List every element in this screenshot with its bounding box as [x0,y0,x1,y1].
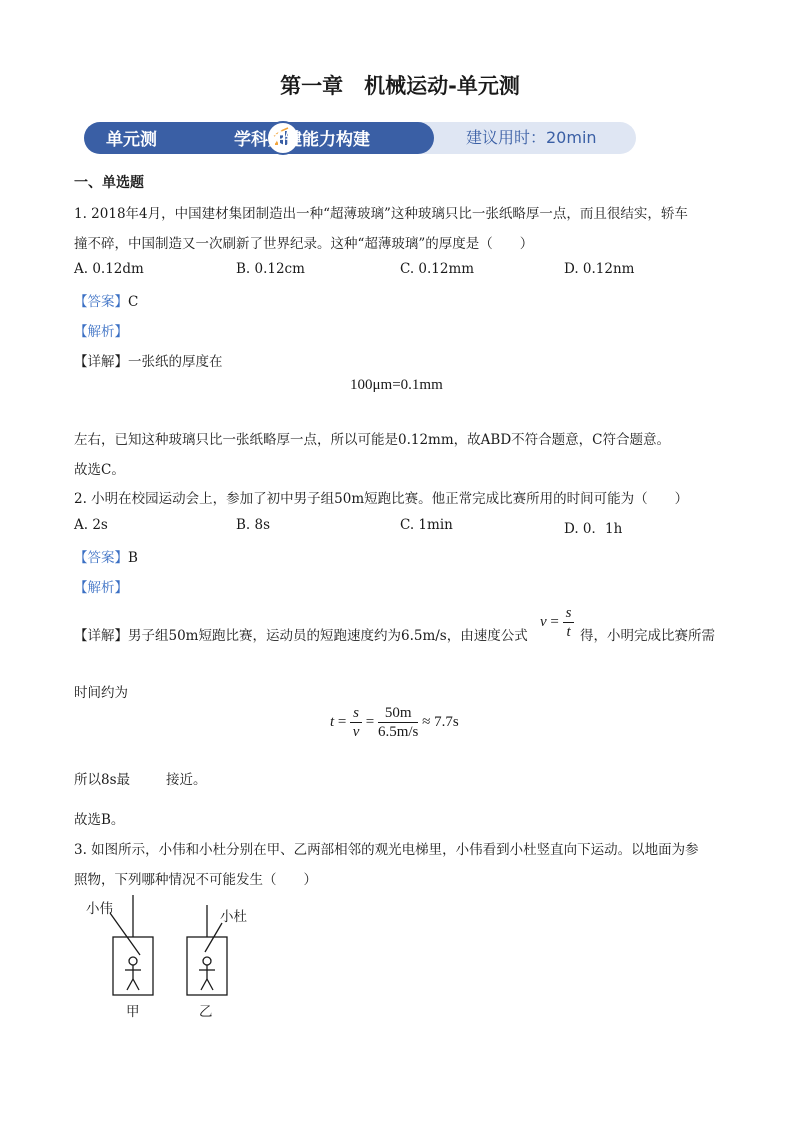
q2-time-formula: t = $\frac{s}{v}$ = $\frac{50m}{6.5m/s}$ ≈ 7.7s [330,705,459,740]
figure-caption-jia: 甲 [126,1004,140,1020]
q2-option-d: D. 0．1h [564,521,623,537]
q1-line2: 撞不碎，中国制造又一次刷新了世界纪录。这种“超薄玻璃”的厚度是（ ） [74,236,534,252]
q2-detail3: 所以8s最 接近。 [74,772,207,788]
banner-left-text: 单元测 [106,130,157,150]
q1-option-d: D. 0.12nm [564,261,635,277]
q1-formula: 100μm=0.1mm [350,377,443,393]
q2-option-b: B. 8s [236,517,271,533]
q1-option-a: A. 0.12dm [74,261,144,277]
q1-answer [74,290,138,310]
q2-option-a: A. 2s [74,517,108,533]
figure-label-xiaowei: 小伟 [86,901,113,917]
q2-detail1: 【详解】男子组50m短跑比赛，运动员的短跑速度约为6.5m/s，由速度公式 [74,628,528,644]
q2-conclusion: 故选B。 [74,812,125,828]
detail-tag: 【详解】 [74,354,128,370]
q1-option-b: B. 0.12cm [236,261,305,277]
q1-option-c: C. 0.12mm [400,261,475,277]
q2-analysis-tag: 【解析】 [74,580,128,596]
q2-answer [74,546,138,566]
answer-tag: 【答案】 [74,294,128,310]
q1-line1: 1. 2018年4月，中国建材集团制造出一种“超薄玻璃”这种玻璃只比一张纸略厚一点，而且很结实，轿车 [74,206,688,222]
q2-detail1b: 得，小明完成比赛所需 [580,628,715,644]
detail-tag: 【详解】 [74,628,128,644]
banner-mid-text: 学科关键能力构建 [234,130,370,150]
q1-detail2: 左右，已知这种玻璃只比一张纸略厚一点，所以可能是0.12mm，故ABD不符合题意，C符合题意。 [74,432,670,448]
q3-line2: 照物，下列哪种情况不可能发生（ ） [74,872,317,888]
banner-right-text: 建议用时：20min [466,128,597,147]
figure-label-xiaodu: 小杜 [220,909,247,925]
q1-detail1: 【详解】一张纸的厚度在 [74,354,223,370]
figure-caption-yi: 乙 [199,1004,213,1020]
q2-option-c: C. 1min [400,517,453,533]
page-title: 第一章 机械运动-单元测 [280,74,520,98]
q2-detail2: 时间约为 [74,685,128,701]
answer-value: C [128,294,139,310]
q1-conclusion: 故选C。 [74,462,125,478]
answer-tag: 【答案】 [74,550,128,566]
q3-line1: 3. 如图所示，小伟和小杜分别在甲、乙两部相邻的观光电梯里，小伟看到小杜竖直向下运动。以地面为参 [74,842,699,858]
q2-speed-formula: v = $\frac{s}{t}$ [540,604,574,641]
q2-line1: 2. 小明在校园运动会上，参加了初中男子组50m短跑比赛。他正常完成比赛所用的时间可能为（ ） [74,491,689,507]
answer-value: B [128,550,138,566]
section-heading: 一、单选题 [74,175,144,191]
q1-analysis-tag: 【解析】 [74,324,128,340]
